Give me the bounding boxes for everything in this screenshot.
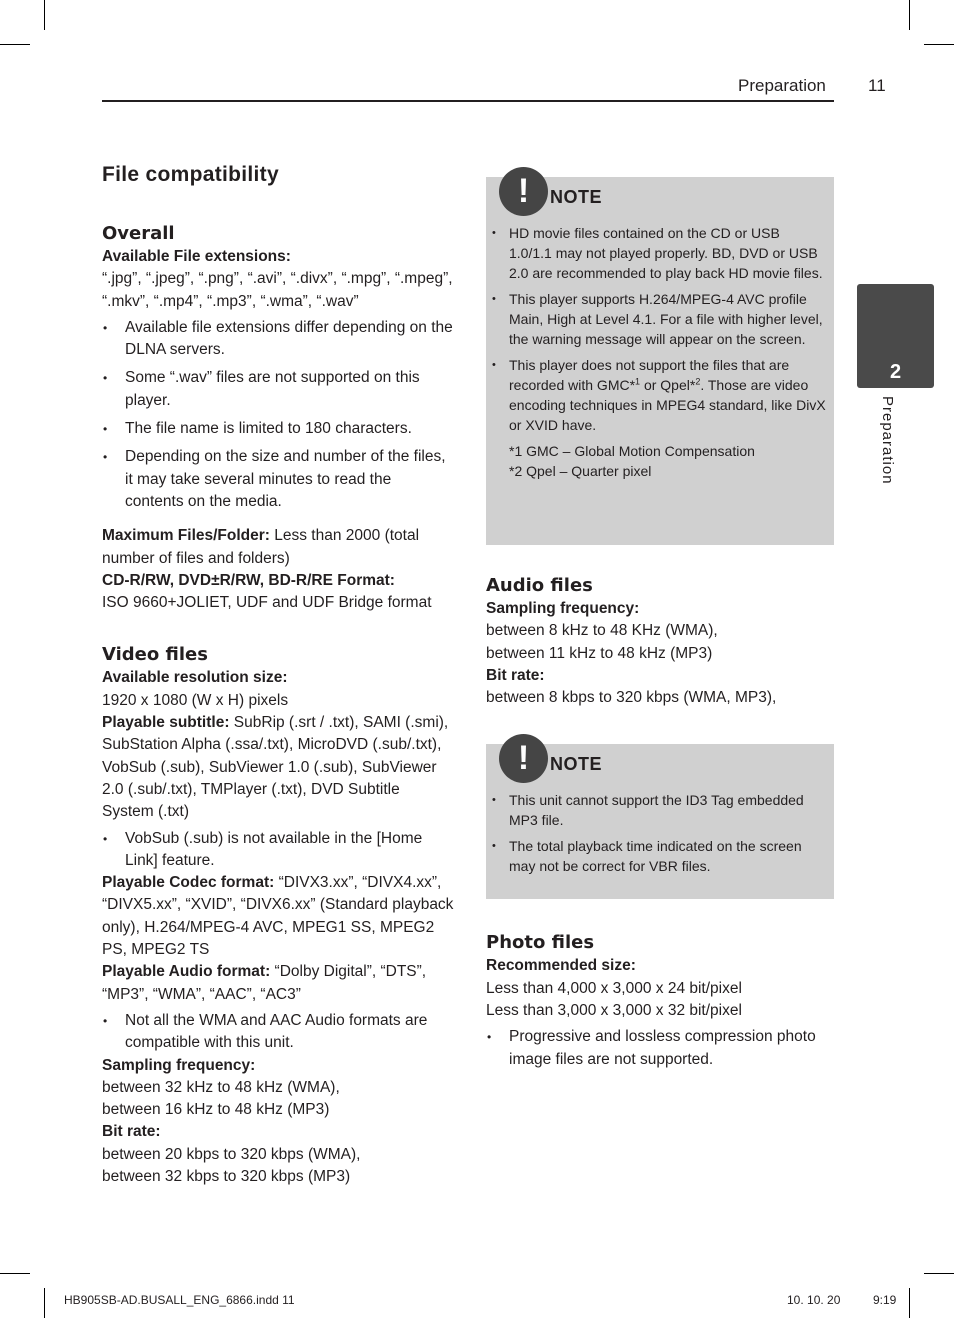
list-item <box>494 355 826 435</box>
note-title: NOTE <box>550 754 603 775</box>
chapter-tab <box>857 284 934 388</box>
footnote-ref: 2 <box>695 376 701 387</box>
extensions-value: “.jpg”, “.jpeg”, “.png”, “.avi”, “.divx”, “.mpg”, “.mpeg”, “.mkv”, “.mp4”, “.mp3”, “.wma”, “.wav” <box>102 270 453 310</box>
audio-bitrate-label: Bit rate: <box>486 666 545 684</box>
subtitle-value: SubRip (.srt / .txt), SAMI (.smi), SubStation Alpha (.ssa/.txt), MicroDVD (.sub/.txt), VobSub (.sub), SubViewer 1.0 (.sub), SubViewer 2.0 (.sub/.txt), TMPlayer (.txt), DVD Subtitle System (.txt) <box>102 714 449 821</box>
list-item: • VobSub (.sub) is not available in the [Home Link] feature. <box>102 828 454 873</box>
disc-format-value: ISO 9660+JOLIET, UDF and UDF Bridge format <box>102 594 432 612</box>
audio-frequency-line: between 11 kHz to 48 kHz (MP3) <box>486 644 713 662</box>
video-heading: Video files <box>102 644 208 666</box>
list-item: • Available file extensions differ depending on the DLNA servers. <box>102 317 454 362</box>
photo-heading: Photo files <box>486 932 595 954</box>
note-text: . Those are video encoding techniques in MPEG4 standard, like DivX or XVID have. <box>509 377 826 433</box>
video-frequency-line: between 32 kHz to 48 kHz (WMA), <box>102 1078 340 1096</box>
audio-bitrate-value: between 8 kbps to 320 kbps (WMA, MP3), <box>486 689 777 707</box>
crop-mark <box>909 1288 910 1318</box>
note-text: This player does not support the files that are recorded with GMC* <box>509 357 790 393</box>
list-item: • This unit cannot support the ID3 Tag embedded MP3 file. <box>494 790 826 830</box>
note-box <box>486 172 834 545</box>
crop-mark <box>44 1288 45 1318</box>
list-item: • Progressive and lossless compression photo image files are not supported. <box>486 1026 834 1071</box>
note-box <box>486 739 834 899</box>
list-item: • This player supports H.264/MPEG-4 AVC profile Main, High at Level 4.1. For a file with higher level, the warning message will appear on the screen. <box>494 289 826 349</box>
subtitle-bullets <box>102 828 454 873</box>
codec-value: “DIVX3.xx”, “DIVX4.xx”, “DIVX5.xx”, “XVID”, “DIVX6.xx” (Standard playback only), H.264/MPEG-4 AVC, MPEG1 SS, MPEG2 PS, MPEG2 TS <box>102 874 454 959</box>
photo-size-line: Less than 3,000 x 3,000 x 32 bit/pixel <box>486 1002 742 1020</box>
crop-mark <box>924 44 954 45</box>
list-item: • Some “.wav” files are not supported on this player. <box>102 367 454 412</box>
audio-heading: Audio files <box>486 575 593 596</box>
video-bitrate-label: Bit rate: <box>102 1123 161 1141</box>
list-item: • The file name is limited to 180 characters. <box>102 418 454 440</box>
crop-mark <box>924 1273 954 1274</box>
subtitle-label: Playable subtitle: <box>102 714 230 732</box>
disc-format-label: CD-R/RW, DVD±R/RW, BD-R/RE Format: <box>102 571 395 589</box>
footnote: *2 Qpel – Quarter pixel <box>509 463 652 479</box>
list-item: • Not all the WMA and AAC Audio formats are compatible with this unit. <box>102 1010 454 1055</box>
photo-bullets <box>486 1026 834 1071</box>
photo-size-label: Recommended size: <box>486 957 636 975</box>
exclamation-icon: ! <box>499 734 548 783</box>
footer-date: 10. 10. 20 <box>787 1293 841 1307</box>
extensions-label: Available File extensions: <box>102 248 291 265</box>
footnote-ref: 1 <box>635 376 641 387</box>
running-header-title: Preparation <box>738 76 826 95</box>
overall-heading: Overall <box>102 223 175 244</box>
right-column <box>486 172 834 1077</box>
exclamation-icon: ! <box>499 167 548 216</box>
max-files-label: Maximum Files/Folder: <box>102 527 270 545</box>
crop-mark <box>909 0 910 30</box>
footer-filename: HB905SB-AD.BUSALL_ENG_6866.indd 11 <box>64 1293 295 1307</box>
note-title: NOTE <box>550 187 603 207</box>
codec-label: Playable Codec format: <box>102 874 275 892</box>
left-column <box>102 163 454 1188</box>
page-number: 11 <box>868 76 886 95</box>
max-files-value: Less than 2000 (total number of files and folders) <box>102 527 420 567</box>
note-text: or Qpel* <box>640 377 696 393</box>
photo-size-line: Less than 4,000 x 3,000 x 24 bit/pixel <box>486 979 742 997</box>
audio-format-bullets <box>102 1010 454 1055</box>
footnote: *1 GMC – Global Motion Compensation <box>509 443 755 459</box>
header-rule <box>102 100 834 102</box>
resolution-value: 1920 x 1080 (W x H) pixels <box>102 691 289 709</box>
note-list <box>494 790 826 876</box>
footer-time: 9:19 <box>873 1293 897 1307</box>
list-item: • The total playback time indicated on the screen may not be correct for VBR files. <box>494 836 826 876</box>
page-title: File compatibility <box>102 163 279 186</box>
crop-mark <box>44 0 45 30</box>
video-bitrate-line: between 32 kbps to 320 kbps (MP3) <box>102 1167 351 1185</box>
chapter-label: Preparation <box>879 396 896 485</box>
resolution-label: Available resolution size: <box>102 669 288 687</box>
note-list <box>494 223 826 435</box>
audio-frequency-label: Sampling frequency: <box>486 600 640 617</box>
list-item: • Depending on the size and number of the files, it may take several minutes to read the contents on the media. <box>102 446 454 513</box>
crop-mark <box>0 44 30 45</box>
video-frequency-label: Sampling frequency: <box>102 1056 256 1074</box>
audio-format-value: “Dolby Digital”, “DTS”, “MP3”, “WMA”, “AAC”, “AC3” <box>102 963 427 1003</box>
overall-bullets <box>102 317 454 513</box>
audio-frequency-line: between 8 kHz to 48 KHz (WMA), <box>486 622 718 640</box>
chapter-number: 2 <box>889 361 902 383</box>
list-item: • HD movie files contained on the CD or USB 1.0/1.1 may not played properly. BD, DVD or USB 2.0 are recommended to play back HD movie files. <box>494 223 826 283</box>
crop-mark <box>0 1273 30 1274</box>
video-bitrate-line: between 20 kbps to 320 kbps (WMA), <box>102 1145 361 1163</box>
video-frequency-line: between 16 kHz to 48 kHz (MP3) <box>102 1101 330 1119</box>
audio-format-label: Playable Audio format: <box>102 963 271 981</box>
